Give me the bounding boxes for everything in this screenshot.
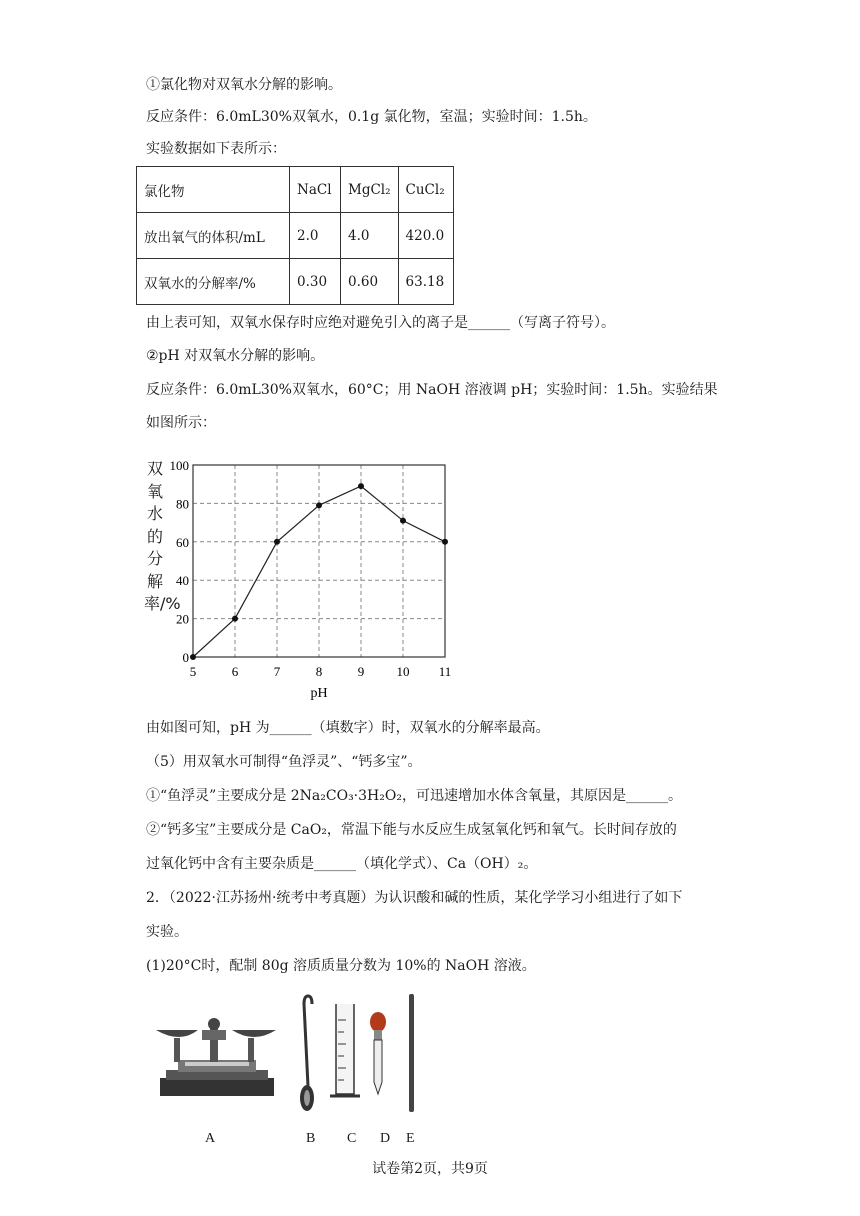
text-line: ①“鱼浮灵”主要成分是 2Na₂CO₃·3H₂O₂，可迅速增加水体含氧量，其原因是______。 <box>146 788 682 804</box>
chloride-data-table <box>136 166 454 305</box>
data-point <box>400 518 406 524</box>
table-cell: 放出氧气的体积/mL <box>137 213 290 259</box>
table-row <box>137 259 454 305</box>
lab-apparatus-figure <box>150 990 440 1120</box>
table-cell: 2.0 <box>290 213 341 259</box>
table-cell: 0.60 <box>341 259 399 305</box>
text-line: 反应条件：6.0mL30%双氧水，0.1g 氯化物，室温；实验时间：1.5h。 <box>146 109 597 125</box>
y-tick-label: 0 <box>182 650 189 665</box>
x-tick-label: 10 <box>396 664 410 679</box>
text-line: 实验。 <box>146 924 188 940</box>
data-point <box>232 616 238 622</box>
table-cell: 4.0 <box>341 213 399 259</box>
data-point <box>358 483 364 489</box>
text-line: 实验数据如下表所示： <box>146 141 286 157</box>
x-tick-label: 9 <box>357 664 365 679</box>
text-line: （5）用双氧水可制得“鱼浮灵”、“钙多宝”。 <box>146 754 422 770</box>
table-cell: 420.0 <box>398 213 453 259</box>
table-cell: NaCl <box>290 167 341 213</box>
page-footer: 试卷第2页，共9页 <box>372 1161 488 1177</box>
table-cell: 63.18 <box>398 259 453 305</box>
x-tick-label: 7 <box>273 664 281 679</box>
x-tick-label: 5 <box>189 664 197 679</box>
text-line: 如图所示： <box>146 415 216 431</box>
y-tick-label: 80 <box>176 496 189 512</box>
chart-y-axis-label: 双氧水的分解率/% <box>144 459 181 613</box>
table-cell: 双氧水的分解率/% <box>137 259 290 305</box>
apparatus-label: D <box>380 1131 391 1146</box>
text-line: 反应条件：6.0mL30%双氧水，60°C；用 NaOH 溶液调 pH；实验时间：1.5h。实验结果 <box>146 382 718 398</box>
table-header-row <box>137 167 454 213</box>
graduated-cylinder-icon <box>330 1004 360 1096</box>
table-row <box>137 213 454 259</box>
x-tick-label: 8 <box>315 664 323 679</box>
table-cell: MgCl₂ <box>341 167 399 213</box>
ph-decomposition-chart <box>140 452 470 702</box>
table-cell: CuCl₂ <box>398 167 453 213</box>
text-line: 由上表可知，双氧水保存时应绝对避免引入的离子是______（写离子符号）。 <box>146 315 615 331</box>
y-tick-label: 100 <box>169 458 189 473</box>
data-point <box>442 539 448 545</box>
x-tick-label: 11 <box>438 664 452 679</box>
text-line: 过氧化钙中含有主要杂质是______（填化学式）、Ca（OH）₂。 <box>146 856 538 872</box>
apparatus-label: B <box>306 1131 316 1146</box>
table-cell: 氯化物 <box>137 167 290 213</box>
y-tick-label: 60 <box>176 534 189 550</box>
data-point <box>190 654 196 660</box>
apparatus-label: C <box>347 1131 357 1146</box>
data-point <box>274 539 280 545</box>
balance-icon <box>156 1018 276 1096</box>
text-line: ②“钙多宝”主要成分是 CaO₂，常温下能与水反应生成氢氧化钙和氧气。长时间存放的 <box>146 822 677 838</box>
text-line: ①氯化物对双氧水分解的影响。 <box>146 77 342 93</box>
y-tick-label: 20 <box>176 611 189 627</box>
text-line: (1)20°C时，配制 80g 溶质质量分数为 10%的 NaOH 溶液。 <box>146 958 536 974</box>
apparatus-label: E <box>406 1131 415 1146</box>
glass-rod-icon <box>409 994 414 1112</box>
table-cell: 0.30 <box>290 259 341 305</box>
chart-x-axis-label: pH <box>310 686 328 701</box>
data-point <box>316 502 322 508</box>
dropper-icon <box>370 1012 386 1094</box>
x-tick-label: 6 <box>231 664 239 679</box>
spoon-icon <box>300 996 314 1111</box>
text-line: 由如图可知，pH 为______（填数字）时，双氧水的分解率最高。 <box>146 720 550 736</box>
y-tick-label: 40 <box>176 573 189 589</box>
text-line: ②pH 对双氧水分解的影响。 <box>146 348 325 364</box>
apparatus-label: A <box>205 1131 216 1146</box>
text-line: 2．（2022·江苏扬州·统考中考真题）为认识酸和碱的性质，某化学学习小组进行了如下 <box>146 890 683 906</box>
